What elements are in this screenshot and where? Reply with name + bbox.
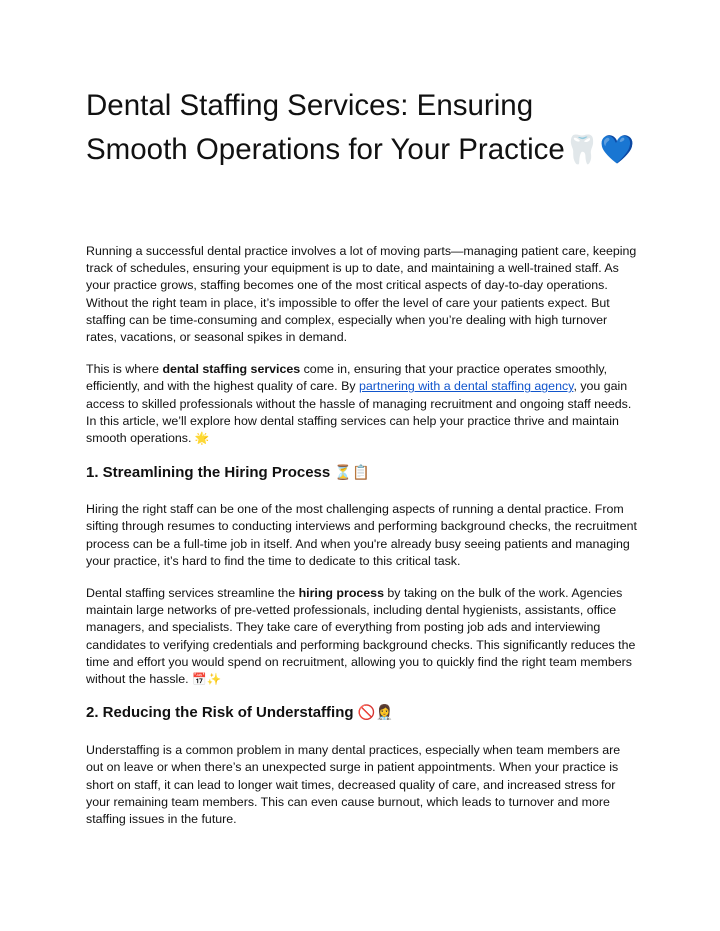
bold-text: dental staffing services [162,362,301,377]
understaffing-paragraph: Understaffing is a common problem in many dental practices, especially when team members are out on leave or when there’s an unexpected surge in patient appointments. When your practice is short on staff, it can lead to longer wait times, decreased quality of care, and increased stress for your remaining team members. This can even cause burnout, which leads to turnover and more staffing issues in the future. [86,743,621,827]
prohibited-health-worker-emoji-icon: 🚫👩‍⚕️ [357,705,394,722]
document-title [86,84,638,172]
paragraph-text: This is where [86,362,163,377]
calendar-sparkles-emoji-icon: 📅✨ [192,673,222,687]
section-heading-understaffing [86,703,638,723]
paragraph-text: , you gain access to skilled professionals without the hassle of managing recruitment and ongoing staff needs. In this article, we’ll explore how dental staffing services can help your practice thrive and maintain smooth operations. [86,379,632,446]
star-emoji-icon: 🌟 [194,432,210,446]
staffing-services-paragraph [86,361,638,447]
heading-text: 1. Streamlining the Hiring Process [86,464,335,482]
staffing-agency-link[interactable]: partnering with a dental staffing agency [358,379,574,394]
paragraph-text: come in, ensuring that your practice operates smoothly, efficiently, and with the highest quality of care. By [86,362,608,394]
section-heading-hiring [86,463,638,483]
document-page [86,84,638,828]
title-text: Dental Staffing Services: Ensuring Smooth Operations for Your Practice [86,89,565,166]
tooth-heart-emoji-icon: 🦷💙 [564,134,635,165]
bold-text: hiring process [298,586,384,601]
heading-text: 2. Reducing the Risk of Understaffing [86,704,358,722]
hiring-paragraph-1: Hiring the right staff can be one of the most challenging aspects of running a dental practice. From sifting through resumes to conducting interviews and performing background checks, the recruitment process can be a full-time job in itself. And when you're already busy seeing patients and managing your practice, it’s hard to find the time to dedicate to this critical task. [86,502,637,568]
paragraph-text: Dental staffing services streamline the [86,586,299,601]
hiring-paragraph-2 [86,585,638,688]
intro-paragraph: Running a successful dental practice involves a lot of moving parts—managing patient care, keeping track of schedules, ensuring your equipment is up to date, and maintaining a well-trained staff. As your practice grows, staffing becomes one of the most critical aspects of day-to-day operations. Without the right team in place, it’s impossible to offer the level of care your patients expect. But staffing can be time-consuming and complex, especially when you’re dealing with high turnover rates, vacations, or seasonal spikes in demand. [86,244,637,345]
paragraph-text: by taking on the bulk of the work. Agencies maintain large networks of pre-vetted professionals, including dental hygienists, assistants, office managers, and specialists. They take care of everything from posting job ads and interviewing candidates to verifying credentials and performing background checks. This significantly reduces the time and effort you would spend on recruitment, allowing you to quickly find the right team members without the hassle. [86,586,636,687]
hourglass-clipboard-emoji-icon: ⏳📋 [334,465,370,482]
